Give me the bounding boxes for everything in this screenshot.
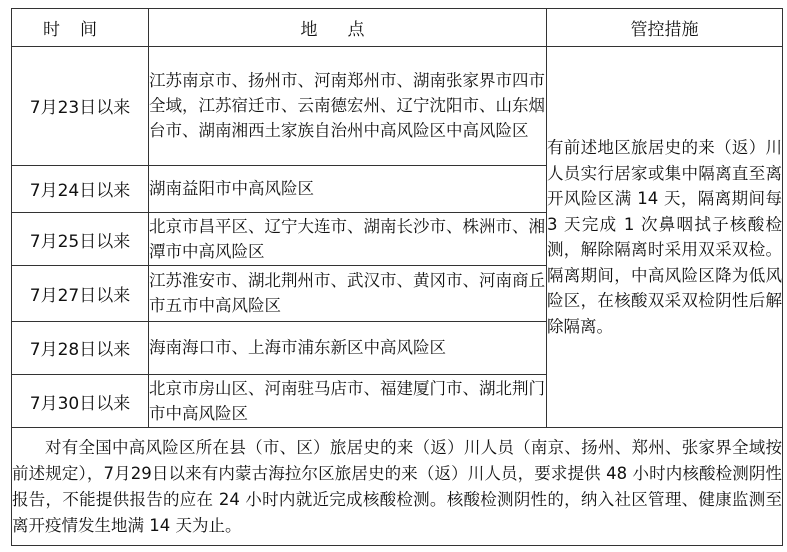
place-cell: 海南海口市、上海市浦东新区中高风险区 (149, 321, 547, 374)
date-cell: 7月28日以来 (12, 321, 149, 374)
header-place: 地点 (149, 9, 547, 47)
header-time: 时间 (12, 9, 149, 47)
header-measure: 管控措施 (547, 9, 783, 47)
date-cell: 7月23日以来 (12, 47, 149, 166)
measure-cell: 有前述地区旅居史的来（返）川人员实行居家或集中隔离直至离开风险区满 14 天，隔离期间每 3 天完成 1 次鼻咽拭子核酸检测，解除隔离时采用双采双检。隔离期间，中高风险区降为低风险区，在核酸双采双检阴性后解除隔离。 (547, 47, 783, 428)
place-cell: 湖南益阳市中高风险区 (149, 165, 547, 212)
date-cell: 7月27日以来 (12, 266, 149, 321)
note-paragraph: 对有全国中高风险区所在县（市、区）旅居史的来（返）川人员（南京、扬州、郑州、张家界全域按前述规定），7月29日以来有内蒙古海拉尔区旅居史的来（返）川人员，要求提供 48 小时内核酸检测阴性报告，不能提供报告的应在 24 小时内就近完成核酸检测。核酸检测阴性的，纳入社区管理、健康监测至离开疫情发生地满 14 天为止。 (12, 437, 782, 535)
note-cell (12, 428, 783, 546)
place-cell: 北京市昌平区、辽宁大连市、湖南长沙市、株洲市、湘潭市中高风险区 (149, 212, 547, 265)
date-cell: 7月25日以来 (12, 212, 149, 265)
date-cell: 7月24日以来 (12, 165, 149, 212)
header-row (12, 9, 783, 47)
place-cell: 北京市房山区、河南驻马店市、福建厦门市、湖北荆门市中高风险区 (149, 374, 547, 427)
epidemic-control-table (11, 8, 783, 546)
table-row (12, 47, 783, 166)
date-cell: 7月30日以来 (12, 374, 149, 427)
place-cell: 江苏淮安市、湖北荆州市、武汉市、黄冈市、河南商丘市五市中高风险区 (149, 266, 547, 321)
place-cell: 江苏南京市、扬州市、河南郑州市、湖南张家界市四市全域，江苏宿迁市、云南德宏州、辽宁沈阳市、山东烟台市、湖南湘西土家族自治州中高风险区中高风险区 (149, 47, 547, 166)
note-row (12, 428, 783, 546)
